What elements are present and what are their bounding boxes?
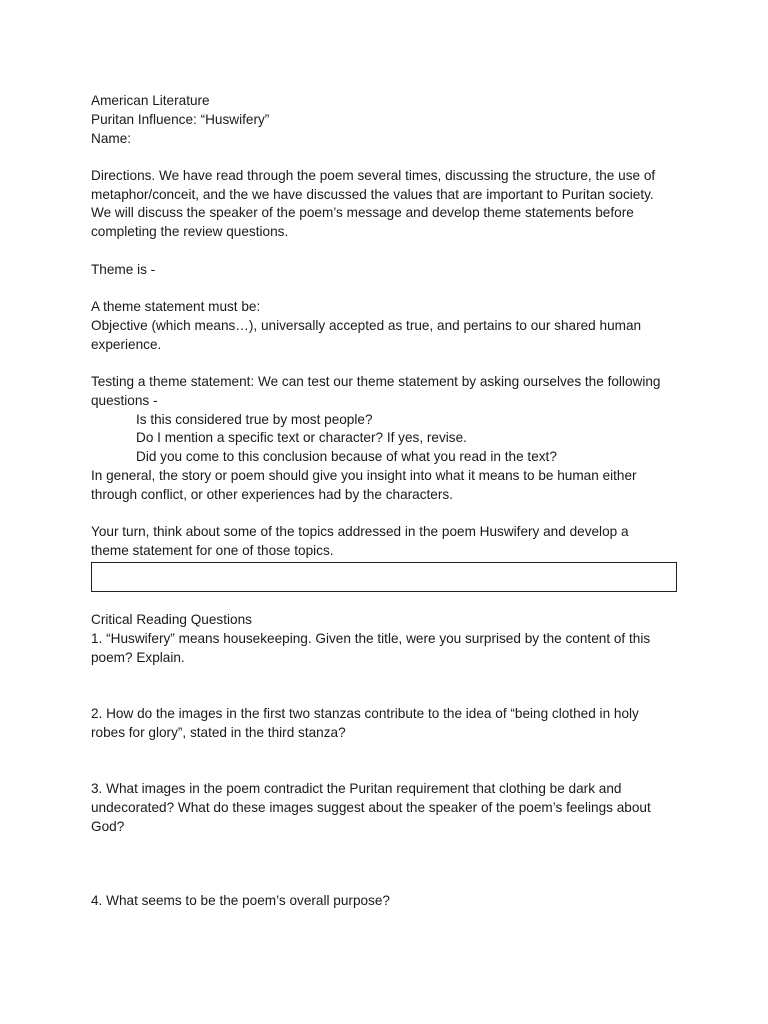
test-question-1: Is this considered true by most people?: [136, 412, 373, 427]
question-3-line-3: God?: [91, 819, 125, 834]
test-question-2: Do I mention a specific text or character? If yes, revise.: [136, 430, 467, 445]
question-2-line-2: robes for glory”, stated in the third stanza?: [91, 725, 346, 740]
course-title: American Literature: [91, 93, 210, 108]
test-question-3: Did you come to this conclusion because of what you read in the text?: [136, 449, 557, 464]
directions-line-3: We will discuss the speaker of the poem’s message and develop theme statements before: [91, 205, 634, 220]
critical-heading: Critical Reading Questions: [91, 612, 252, 627]
question-4: 4. What seems to be the poem’s overall purpose?: [91, 893, 390, 908]
directions-line-1: Directions. We have read through the poem several times, discussing the structure, the use of: [91, 168, 656, 183]
testing-line-1: Testing a theme statement: We can test our theme statement by asking ourselves the following: [91, 374, 661, 389]
theme-statement-heading: A theme statement must be:: [91, 299, 261, 314]
general-line-1: In general, the story or poem should give you insight into what it means to be human either: [91, 468, 637, 483]
worksheet-title: Puritan Influence: “Huswifery”: [91, 112, 270, 127]
testing-line-2: questions -: [91, 393, 158, 408]
directions-line-2: metaphor/conceit, and the we have discussed the values that are important to Puritan society.: [91, 187, 654, 202]
directions-line-4: completing the review questions.: [91, 224, 289, 239]
question-1-line-1: 1. “Huswifery” means housekeeping. Given the title, were you surprised by the content of this: [91, 631, 651, 646]
question-3-line-2: undecorated? What do these images suggest about the speaker of the poem’s feelings about: [91, 800, 651, 815]
question-2-line-1: 2. How do the images in the first two stanzas contribute to the idea of “being clothed in holy: [91, 706, 639, 721]
theme-statement-line-1: Objective (which means…), universally accepted as true, and pertains to our shared human: [91, 318, 642, 333]
question-3-line-1: 3. What images in the poem contradict the Puritan requirement that clothing be dark and: [91, 781, 622, 796]
your-turn-line-1: Your turn, think about some of the topics addressed in the poem Huswifery and develop a: [91, 524, 629, 539]
theme-statement-answer-box[interactable]: [91, 562, 677, 592]
general-line-2: through conflict, or other experiences had by the characters.: [91, 487, 453, 502]
your-turn-line-2: theme statement for one of those topics.: [91, 543, 334, 558]
name-label: Name:: [91, 131, 132, 146]
theme-is-label: Theme is -: [91, 262, 156, 277]
theme-statement-line-2: experience.: [91, 337, 162, 352]
question-1-line-2: poem? Explain.: [91, 650, 185, 665]
